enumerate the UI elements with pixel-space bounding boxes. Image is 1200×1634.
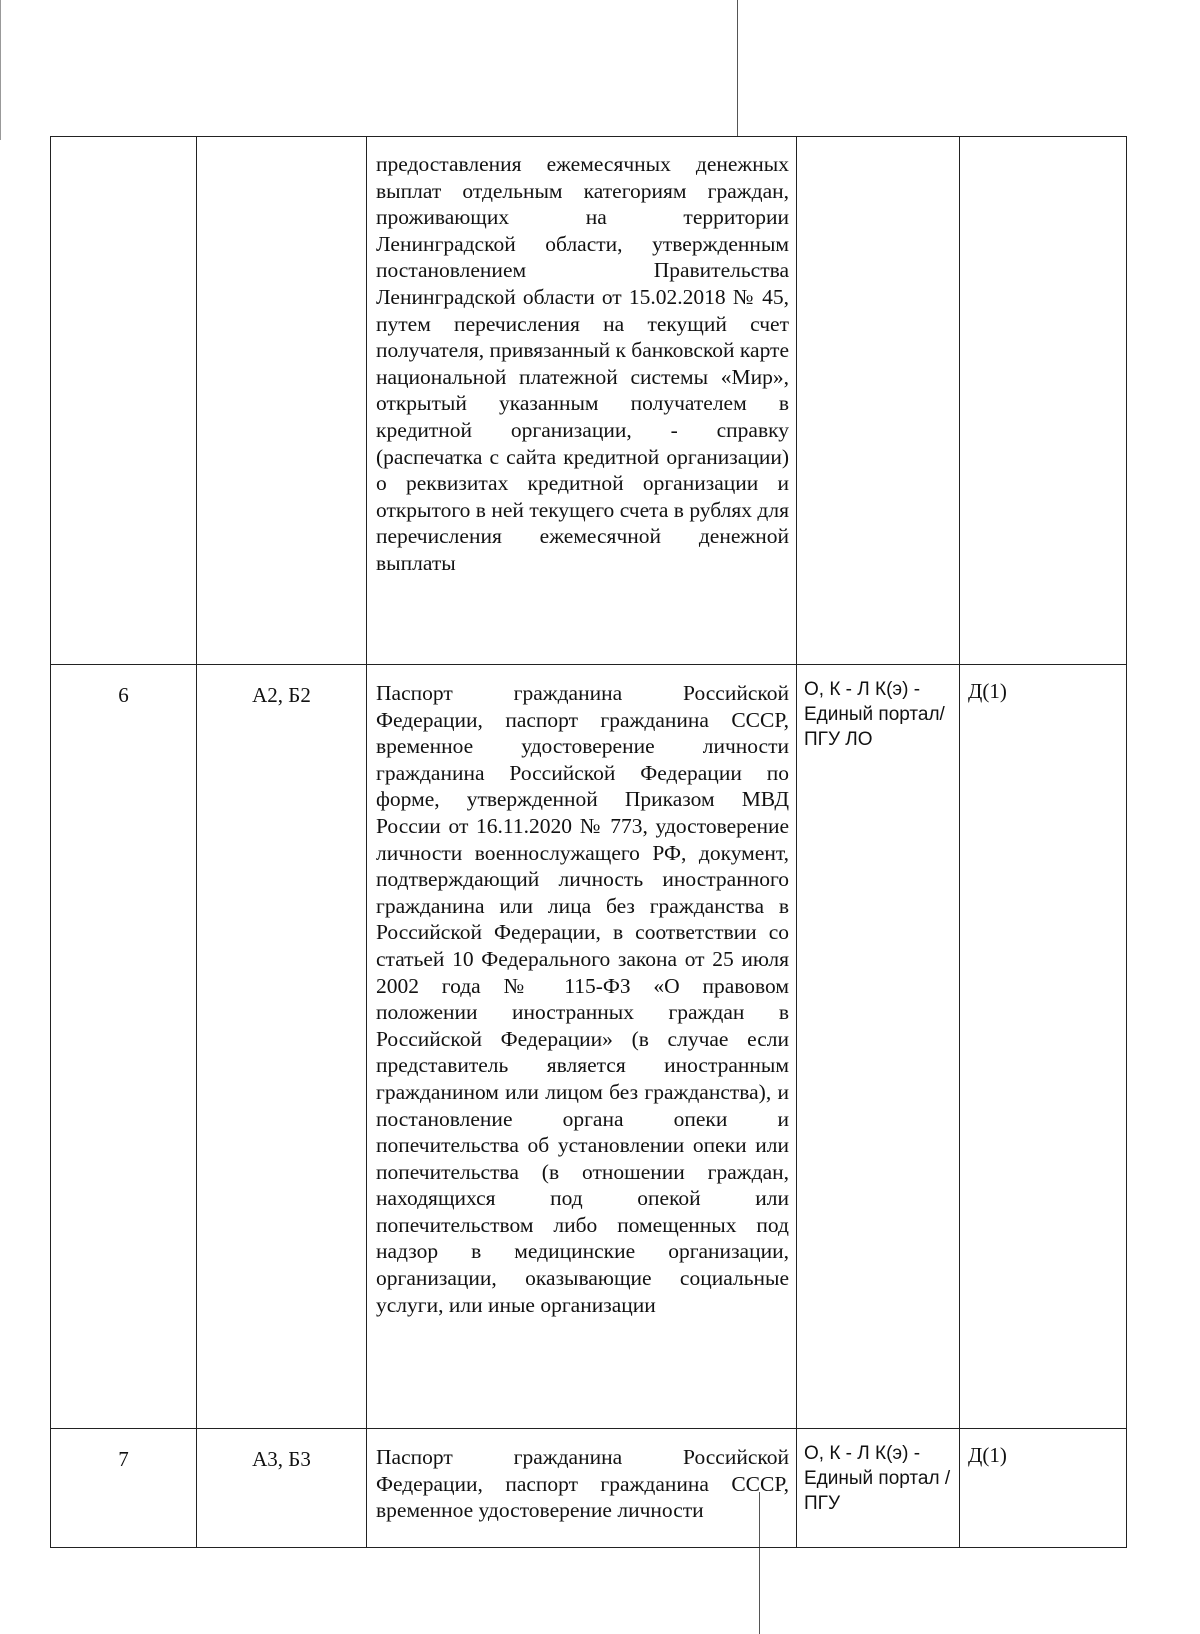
row-number: 7 [51,1429,197,1548]
table-row [51,137,1127,665]
row-result: Д(1) [960,665,1127,1429]
row-codes: А3, Б3 [197,1429,367,1548]
row-method [797,137,960,665]
table-row [51,665,1127,1429]
row-description: Паспорт гражданина Российской Федерации, паспорт гражданина СССР, временное удостоверение личности гражданина Российской Федерации по форме, утвержденной Приказом МВД России от 16.11.2020 № 773, удостоверение личности военнослужащего РФ, документ, подтверждающий личность иностранного гражданина или лица без гражданства в Российской Федерации, в соответствии со статьей 10 Федерального закона от 25 июля 2002 года № 115-ФЗ «О правовом положении иностранных граждан в Российской Федерации» (в случае если представитель является иностранным гражданином или лицом без гражданства), и постановление органа опеки и попечительства об установлении опеки или попечительства (в отношении граждан, находящихся под опекой или попечительством либо помещенных под надзор в медицинские организации, организации, оказывающие социальные услуги, или иные организации [367,665,797,1429]
row-description: Паспорт гражданина Российской Федерации, паспорт гражданина СССР, временное удостоверение личности [367,1429,797,1548]
row-codes [197,137,367,665]
row-result: Д(1) [960,1429,1127,1548]
row-description: предоставления ежемесячных денежных выплат отдельным категориям граждан, проживающих на территории Ленинградской области, утвержденным постановлением Правительства Ленинградской области от 15.02.2018 № 45, путем перечисления на текущий счет получателя, привязанный к банковской карте национальной платежной системы «Мир», открытый указанным получателем в кредитной организации, - справку (распечатка с сайта кредитной организации) о реквизитах кредитной организации и открытого в ней текущего счета в рублях для перечисления ежемесячной денежной выплаты [367,137,797,665]
documents-table [50,136,1127,1548]
row-result [960,137,1127,665]
row-codes: А2, Б2 [197,665,367,1429]
row-method: О, К - Л К(э) - Единый портал/ПГУ ЛО [797,665,960,1429]
scan-artifact-line [0,0,1,140]
row-method: О, К - Л К(э) - Единый портал / ПГУ [797,1429,960,1548]
row-number [51,137,197,665]
scan-artifact-line [737,0,738,136]
table-row [51,1429,1127,1548]
row-number: 6 [51,665,197,1429]
